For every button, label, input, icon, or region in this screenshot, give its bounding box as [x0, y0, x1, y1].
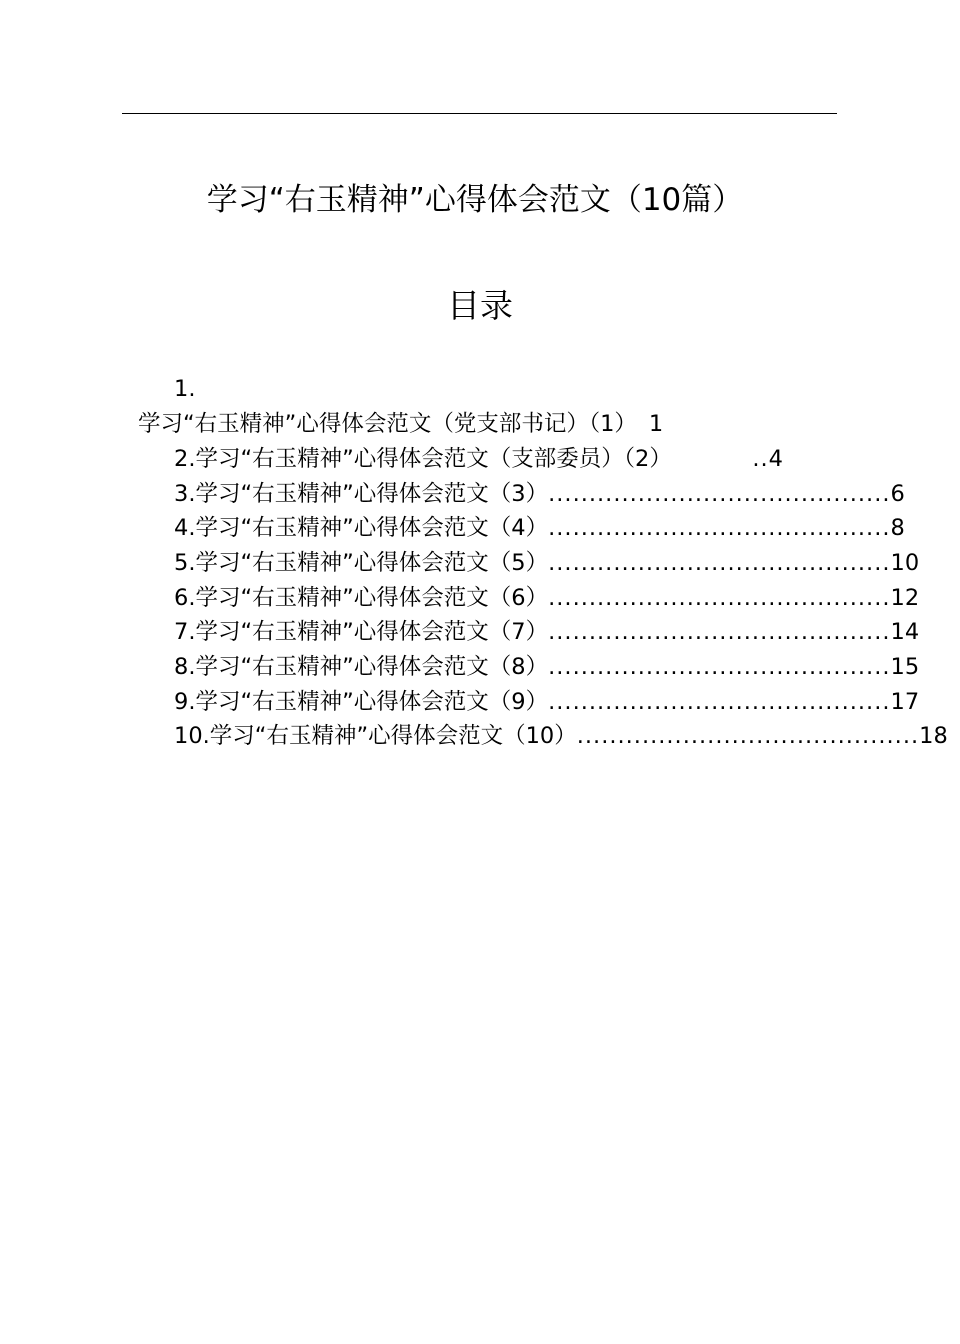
toc-entry-label: 7.学习“右玉精神”心得体会范文（7）	[174, 619, 549, 645]
toc-entry-leader: ..........................................	[548, 550, 891, 576]
toc-entry-page: 17	[890, 689, 920, 715]
toc-entry-6[interactable]	[174, 582, 920, 614]
toc-entry-leader: ..........................................	[548, 654, 891, 680]
toc-entry-page: 10	[890, 550, 920, 576]
toc-entry-label: 6.学习“右玉精神”心得体会范文（6）	[174, 585, 549, 611]
toc-entry-label: 10.学习“右玉精神”心得体会范文（10）	[174, 723, 577, 749]
toc-entry-leader: ..........................................	[548, 689, 891, 715]
toc-entry-7[interactable]	[174, 616, 920, 648]
toc-entry-leader: ..........................................	[548, 619, 891, 645]
toc-entry-label: 5.学习“右玉精神”心得体会范文（5）	[174, 550, 549, 576]
toc-entry-label: 学习“右玉精神”心得体会范文（党支部书记）（1）	[138, 411, 637, 437]
toc-entry-label: 9.学习“右玉精神”心得体会范文（9）	[174, 689, 549, 715]
toc-entry-page: 12	[890, 585, 920, 611]
toc-entry-page: 4	[768, 446, 783, 472]
toc-entry-label: 2.学习“右玉精神”心得体会范文（支部委员）（2）	[174, 446, 672, 472]
toc-entry-leader: ..........................................	[548, 515, 891, 541]
toc-entry-label: 8.学习“右玉精神”心得体会范文（8）	[174, 654, 549, 680]
toc-entry-leader: ..	[752, 446, 769, 472]
toc-entry-label: 4.学习“右玉精神”心得体会范文（4）	[174, 515, 549, 541]
toc-entry-4[interactable]	[174, 512, 905, 544]
toc-entry-page: 14	[890, 619, 920, 645]
toc-entry-leader: ..........................................	[548, 481, 891, 507]
toc-entry-8[interactable]	[174, 651, 920, 683]
toc-entry-1-number[interactable]: 1.	[174, 376, 196, 402]
toc-heading: 目录	[447, 286, 513, 325]
toc-entry-9[interactable]	[174, 686, 920, 718]
toc-entry-3[interactable]	[174, 478, 905, 510]
toc-entry-1[interactable]	[138, 408, 663, 440]
toc-entry-10[interactable]	[174, 720, 948, 752]
toc-entry-leader: ..........................................	[576, 723, 920, 749]
toc-entry-5[interactable]	[174, 547, 920, 579]
toc-entry-page: 15	[890, 654, 920, 680]
toc-entry-2[interactable]	[174, 443, 783, 475]
toc-entry-leader: ..........................................	[548, 585, 891, 611]
document-title: 学习“右玉精神”心得体会范文（10篇）	[206, 182, 744, 218]
toc-entry-label: 3.学习“右玉精神”心得体会范文（3）	[174, 481, 549, 507]
toc-entry-page: 8	[890, 515, 905, 541]
toc-entry-page: 1	[648, 411, 664, 437]
toc-entry-page: 6	[890, 481, 905, 507]
toc-entry-page: 18	[919, 723, 948, 749]
